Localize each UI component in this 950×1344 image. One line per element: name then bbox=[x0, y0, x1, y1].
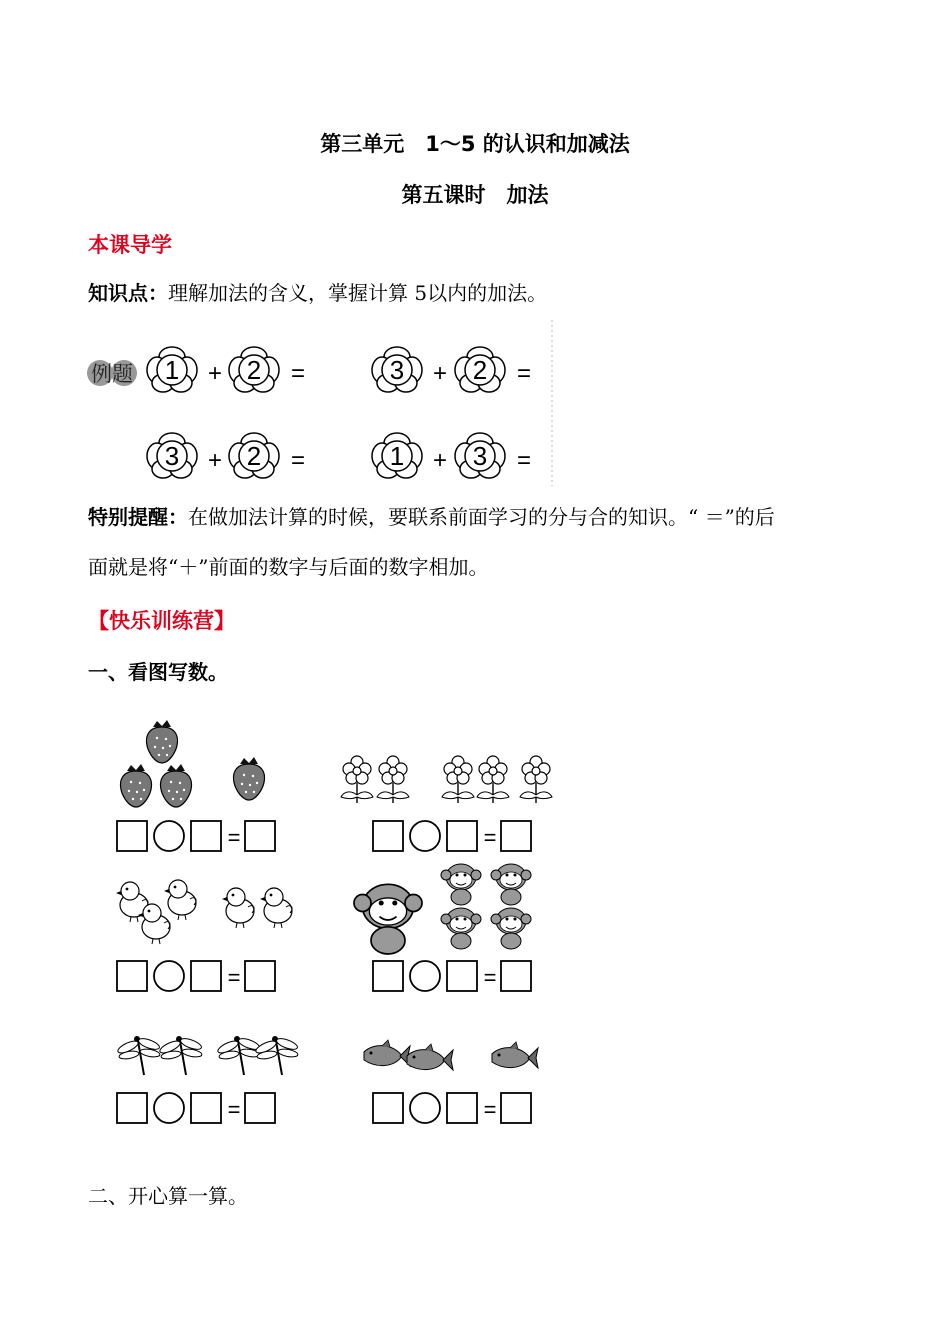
flower-icon bbox=[442, 756, 474, 803]
group-fish bbox=[364, 1040, 538, 1123]
fish-icon bbox=[492, 1042, 538, 1068]
practice-heading: 【快乐训练营】 bbox=[88, 609, 235, 633]
group-monkeys bbox=[354, 864, 531, 991]
knowledge-label: 知识点： bbox=[88, 281, 168, 305]
svg-text:=: = bbox=[483, 965, 497, 990]
monkey-icon bbox=[491, 908, 531, 949]
svg-text:2: 2 bbox=[472, 355, 488, 385]
svg-text:=: = bbox=[483, 825, 497, 850]
answer-row-5[interactable] bbox=[117, 1093, 275, 1123]
answer-row-4[interactable] bbox=[373, 961, 531, 991]
dragonfly-icon bbox=[158, 1036, 202, 1075]
svg-text:+: + bbox=[432, 447, 448, 474]
group-chicks bbox=[116, 880, 292, 991]
example-problem-1 bbox=[147, 347, 305, 392]
strawberry-icon bbox=[147, 720, 178, 763]
guide-heading: 本课导学 bbox=[88, 233, 172, 257]
flower-icon bbox=[341, 756, 373, 803]
strawberry-icon bbox=[234, 757, 265, 800]
reminder-text-1: 在做加法计算的时候，要联系前面学习的分与合的知识。“ ＝”的后 bbox=[188, 505, 775, 529]
svg-text:2: 2 bbox=[246, 441, 262, 471]
dragonfly-icon bbox=[116, 1036, 160, 1075]
svg-text:=: = bbox=[227, 1097, 241, 1122]
lesson-title: 第五课时 加法 bbox=[401, 183, 549, 207]
svg-text:+: + bbox=[207, 447, 223, 474]
flower-icon bbox=[377, 756, 409, 803]
section-2-heading: 二、开心算一算。 bbox=[88, 1184, 248, 1208]
example-badge bbox=[87, 360, 137, 386]
strawberry-icon bbox=[161, 764, 192, 807]
svg-text:2: 2 bbox=[246, 355, 262, 385]
group-strawberries bbox=[117, 720, 275, 851]
dragonfly-icon bbox=[216, 1036, 260, 1075]
svg-text:=: = bbox=[483, 1097, 497, 1122]
group-flowers bbox=[341, 756, 552, 851]
flower-icon bbox=[520, 756, 552, 803]
monkey-icon bbox=[491, 864, 531, 905]
answer-row-1[interactable] bbox=[117, 821, 275, 851]
reminder bbox=[88, 492, 888, 592]
svg-text:=: = bbox=[290, 447, 306, 474]
chick-icon bbox=[260, 888, 292, 928]
answer-row-2[interactable] bbox=[373, 821, 531, 851]
monkey-icon bbox=[441, 864, 481, 905]
svg-text:=: = bbox=[227, 825, 241, 850]
example-problem-3 bbox=[147, 433, 305, 478]
example-problem-4 bbox=[372, 433, 531, 478]
knowledge-text: 理解加法的含义，掌握计算 5以内的加法。 bbox=[168, 281, 548, 305]
answer-row-6[interactable] bbox=[373, 1093, 531, 1123]
knowledge-point bbox=[88, 268, 547, 318]
dragonfly-icon bbox=[254, 1036, 298, 1075]
monkey-icon bbox=[354, 884, 422, 954]
svg-text:=: = bbox=[290, 360, 306, 387]
svg-text:3: 3 bbox=[389, 355, 405, 385]
svg-text:+: + bbox=[432, 360, 448, 387]
example-problem-2 bbox=[372, 347, 531, 392]
svg-text:=: = bbox=[227, 965, 241, 990]
svg-text:1: 1 bbox=[389, 441, 405, 471]
reminder-label: 特别提醒： bbox=[88, 505, 188, 529]
svg-text:1: 1 bbox=[164, 355, 180, 385]
example-figure bbox=[80, 318, 560, 488]
flower-icon bbox=[477, 756, 509, 803]
answer-row-3[interactable] bbox=[117, 961, 275, 991]
svg-text:3: 3 bbox=[472, 441, 488, 471]
strawberry-icon bbox=[121, 764, 152, 807]
fish-icon bbox=[364, 1040, 410, 1066]
fish-icon bbox=[407, 1044, 453, 1070]
count-exercise-figure bbox=[112, 713, 554, 1128]
chick-icon bbox=[164, 880, 196, 920]
svg-text:+: + bbox=[207, 360, 223, 387]
svg-text:3: 3 bbox=[164, 441, 180, 471]
monkey-icon bbox=[441, 908, 481, 949]
unit-title: 第三单元 1～5 的认识和加减法 bbox=[320, 132, 630, 156]
svg-text:=: = bbox=[516, 360, 532, 387]
group-dragonflies bbox=[116, 1036, 298, 1123]
reminder-text-2: 面就是将“＋”前面的数字与后面的数字相加。 bbox=[88, 555, 489, 579]
chick-icon bbox=[222, 888, 254, 928]
svg-text:例题: 例题 bbox=[91, 363, 133, 386]
svg-text:=: = bbox=[516, 447, 532, 474]
reminder-line-1 bbox=[88, 492, 888, 542]
section-1-heading: 一、看图写数。 bbox=[88, 660, 228, 684]
